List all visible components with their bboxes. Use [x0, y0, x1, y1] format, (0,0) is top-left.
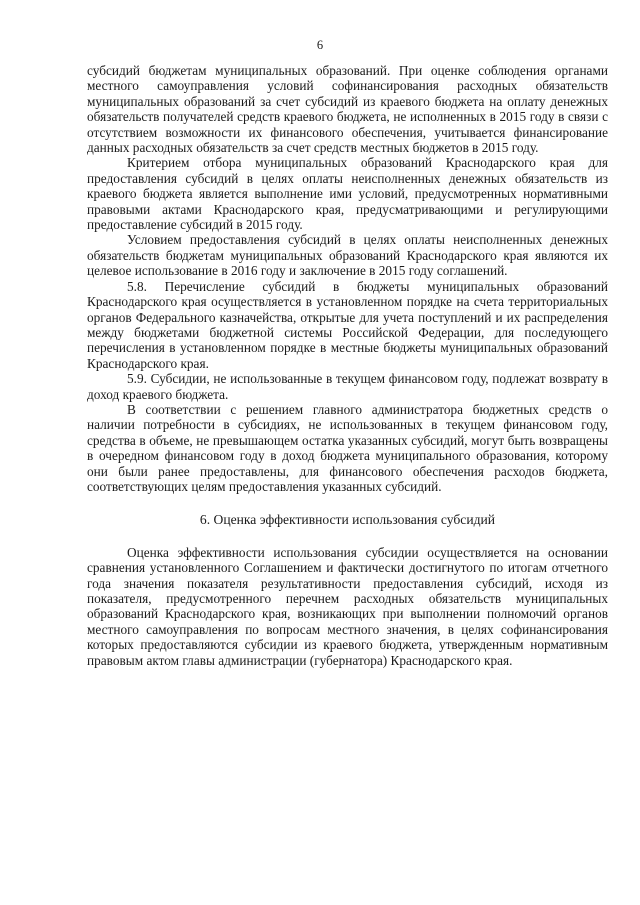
document-body: [87, 63, 608, 668]
paragraph: Критерием отбора муниципальных образований Краснодарского края для предоставления субсидий в целях оплаты неисполненных денежных обязательств из краевого бюджета является выполнение ими условий, предусмотренных нормативными правовыми актами Краснодарского края, предусматривающими и регулирующими предоставление субсидий в 2015 году.: [87, 155, 608, 233]
paragraph: В соответствии с решением главного администратора бюджетных средств о наличии потребности в субсидиях, не использованных в текущем финансовом году, средства в объеме, не превышающем остатка указанных субсидий, могут быть возвращены в очередном финансовом году в доход бюджета муниципального образования, которому они были ранее предоставлены, для финансового обеспечения расходов бюджета, соответствующих целям предоставления указанных субсидий.: [87, 401, 608, 494]
page-number: 6: [316, 38, 324, 52]
paragraph: 5.9. Субсидии, не использованные в текущем финансовом году, подлежат возврату в доход краевого бюджета.: [87, 371, 608, 402]
paragraph: субсидий бюджетам муниципальных образований. При оценке соблюдения органами местного самоуправления условий софинансирования расходных обязательств муниципальных образований за счет субсидий из краевого бюджета на оплату денежных обязательств получателей средств краевого бюджета, не исполненных в 2015 году в связи с отсутствием возможности их финансового обеспечения, учитывается финансирование данных расходных обязательств за счет средств местных бюджетов в 2015 году.: [87, 63, 608, 156]
section-heading: 6. Оценка эффективности использования субсидий: [199, 512, 496, 528]
paragraph: 5.8. Перечисление субсидий в бюджеты муниципальных образований Краснодарского края осуществляется в установленном порядке на счета территориальных органов Федерального казначейства, открытые для учета поступлений и их распределения между бюджетами бюджетной системы Российской Федерации, для последующего перечисления в установленном порядке в местные бюджеты муниципальных образований Краснодарского края.: [87, 278, 608, 371]
paragraph: Условием предоставления субсидий в целях оплаты неисполненных денежных обязательств бюджетам муниципальных образований Краснодарского края являются их целевое использование в 2016 году и заключение в 2015 году соглашений.: [87, 232, 608, 279]
paragraph: Оценка эффективности использования субсидии осуществляется на основании сравнения установленного Соглашением и фактически достигнутого по итогам отчетного года значения показателя результативности предоставления субсидий, исходя из показателя, предусмотренного перечнем расходных обязательств муниципальных образований Краснодарского края, возникающих при выполнении полномочий органов местного самоуправления по вопросам местного значения, в целях софинансирования которых предоставляются субсидии из краевого бюджета, утвержденным нормативным правовым актом главы администрации (губернатора) Краснодарского края.: [87, 544, 608, 668]
